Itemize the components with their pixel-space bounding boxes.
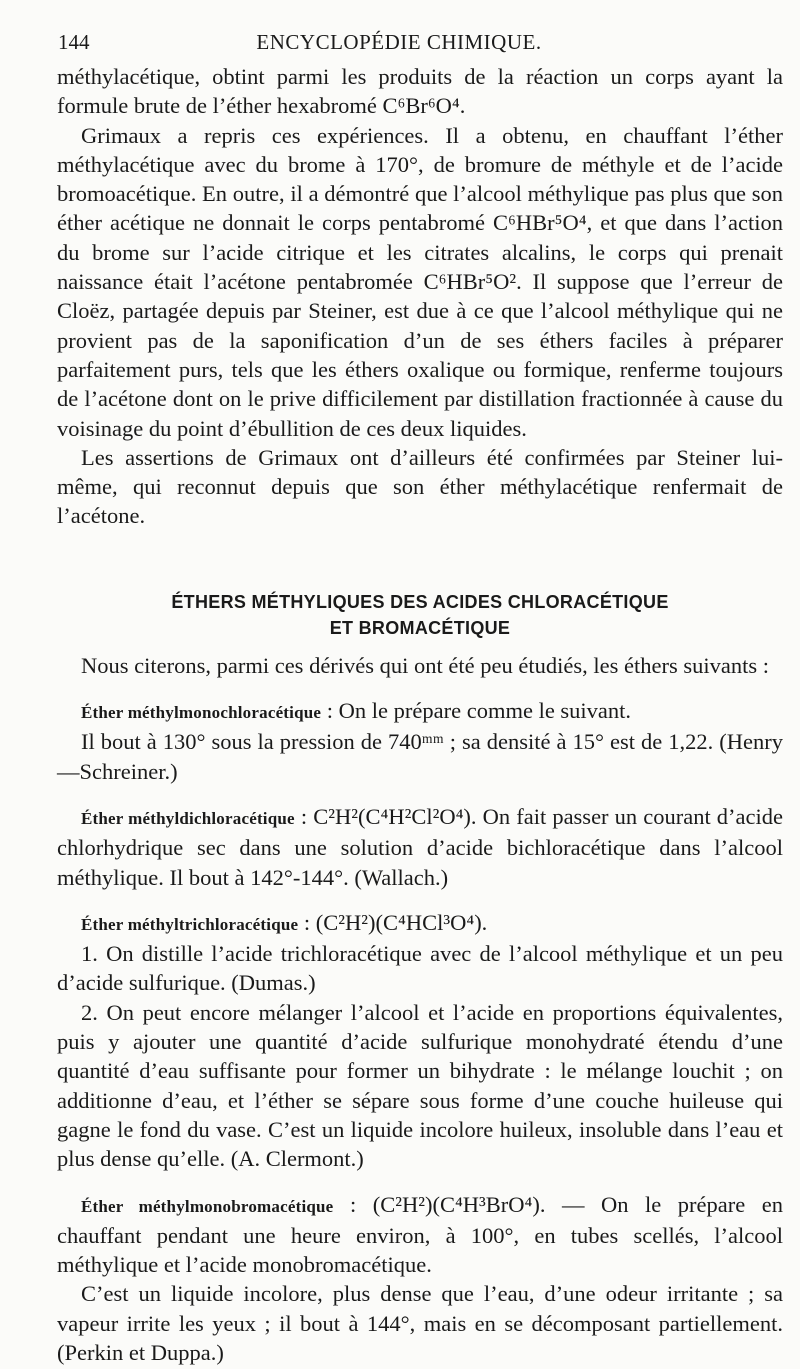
entry-text: : C²H²(C⁴H²Cl²O⁴). On fait passer un courant d’acide chlorhydrique sec dans une solution d’acide bichloracétique dans l’alcool méthylique. Il bout à 142°-144°. (Wallach.)	[57, 803, 784, 890]
entry-item-2: 2. On peut encore mélanger l’alcool et l’acide en proportions équivalentes, puis y ajouter une quantité d’acide sulfurique monohydraté étendu d’une quantité d’eau suffisante pour former un bihydrate : le mélange louchit ; on additionne d’eau, et l’éther se sépare sous forme d’une couche huileuse qui gagne le fond du vase. C’est un liquide incolore huileux, insoluble dans l’eau et plus dense qu’elle. (A. Clermont.)	[57, 999, 783, 1172]
entry-monochloracetique	[57, 696, 783, 727]
section-intro: Nous citerons, parmi ces dérivés qui ont été peu étudiés, les éthers suivants :	[81, 652, 769, 678]
entry-item-1: 1. On distille l’acide trichloracétique avec de l’alcool méthylique et un peu d’acide sulfurique. (Dumas.)	[57, 941, 783, 996]
entry-detail: Il bout à 130° sous la pression de 740ᵐᵐ ; sa densité à 15° est de 1,22. (Henry—Schreiner.)	[57, 729, 783, 784]
entry-term: Éther méthyltrichloracétique	[81, 914, 299, 934]
entry-term: Éther méthyldichloracétique	[81, 808, 295, 828]
entry-trichloracetique	[57, 908, 783, 939]
section-heading	[57, 589, 783, 641]
section-heading-line2: ET BROMACÉTIQUE	[329, 617, 511, 638]
entry-detail: C’est un liquide incolore, plus dense que l’eau, d’une odeur irritante ; sa vapeur irrite les yeux ; il bout à 144°, mais en se décomposant partiellement. (Perkin et Duppa.)	[57, 1281, 783, 1365]
entry-term: Éther méthylmonobromacétique	[81, 1196, 334, 1216]
page-header	[58, 30, 780, 58]
entry-text: : (C²H²)(C⁴HCl³O⁴).	[298, 909, 488, 935]
entry-monobromacetique	[57, 1190, 783, 1280]
body-text	[57, 62, 783, 1367]
entry-text: : (C²H²)(C⁴H³BrO⁴). — On le prépare en chauffant pendant une heure environ, à 100°, en tubes scellés, l’alcool méthylique et l’acide monobromacétique.	[57, 1191, 783, 1278]
paragraph-assertions: Les assertions de Grimaux ont d’ailleurs été confirmées par Steiner lui-même, qui reconnut depuis que son éther méthylacétique renfermait de l’acétone.	[57, 444, 783, 529]
entry-text: : On le prépare comme le suivant.	[321, 698, 632, 724]
running-title: ENCYCLOPÉDIE CHIMIQUE.	[256, 30, 542, 54]
paragraph-grimaux: Grimaux a repris ces expériences. Il a obtenu, en chauffant l’éther méthylacétique avec du brome à 170°, de bromure de méthyle et de l’acide bromoacétique. En outre, il a démontré que l’alcool méthylique pas plus que son éther acétique ne donnait le corps pentabromé C⁶HBr⁵O⁴, et que dans l’action du brome sur l’acide citrique et les citrates alcalins, le corps qui prenait naissance était l’acétone pentabromée C⁶HBr⁵O². Il suppose que l’erreur de Cloëz, partagée depuis par Steiner, est due à ce que l’alcool méthylique qui ne provient pas de la saponification d’un de ses éthers faciles à préparer parfaitement purs, tels que les éthers oxalique ou formique, renferme toujours de l’acétone dont on le prive difficilement par distillation fractionnée à cause du voisinage du point d’ébullition de ces deux liquides.	[57, 122, 783, 441]
paragraph-continuation: méthylacétique, obtint parmi les produits de la réaction un corps ayant la formule brute de l’éther hexabromé C⁶Br⁶O⁴.	[57, 64, 783, 119]
entry-dichloracetique	[57, 802, 783, 892]
page-number: 144	[58, 30, 90, 54]
section-heading-line1: ÉTHERS MÉTHYLIQUES DES ACIDES CHLORACÉTIQUE	[171, 591, 669, 612]
entry-term: Éther méthylmonochloracétique	[81, 703, 322, 723]
